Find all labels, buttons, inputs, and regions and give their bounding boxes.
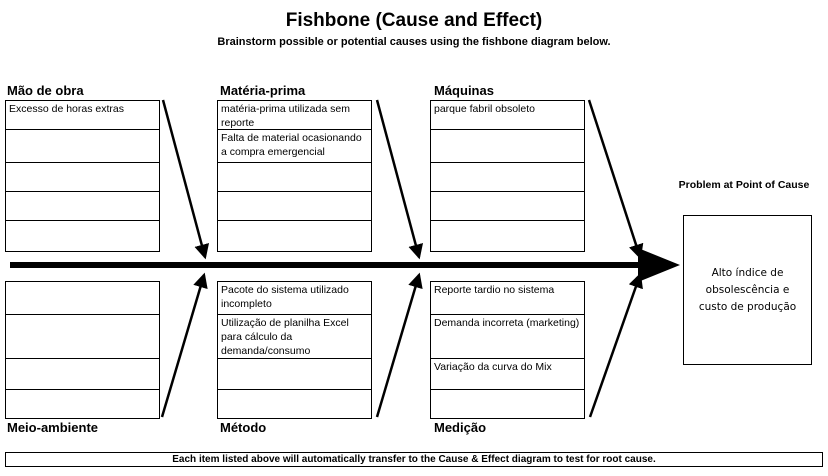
cause-cell[interactable] (431, 163, 584, 192)
cause-cell[interactable]: Utilização de planilha Excel para cálculo da demanda/consumo (218, 315, 371, 359)
cause-cell[interactable] (6, 163, 159, 192)
cause-cell[interactable] (218, 192, 371, 221)
cause-cell[interactable] (6, 359, 159, 390)
cause-cell[interactable] (218, 221, 371, 251)
category-label-medicao: Medição (434, 420, 487, 435)
bone-metodo (377, 275, 419, 417)
spine-arrowhead (638, 248, 680, 282)
bone-maquinas (589, 100, 640, 257)
cause-cell[interactable] (6, 221, 159, 251)
cause-cell[interactable] (431, 192, 584, 221)
cause-cell[interactable]: matéria-prima utilizada sem reporte (218, 101, 371, 130)
footer-note: Each item listed above will automatically transfer to the Cause & Effect diagram to test for root cause. (5, 452, 823, 467)
cause-cell[interactable] (6, 192, 159, 221)
category-label-mao-de-obra: Mão de obra (7, 83, 84, 98)
cause-box-meio-ambiente (5, 281, 160, 419)
cause-cell[interactable]: Reporte tardio no sistema (431, 282, 584, 315)
cause-cell[interactable] (431, 221, 584, 251)
cause-cell[interactable]: Demanda incorreta (marketing) (431, 315, 584, 359)
category-label-maquinas: Máquinas (434, 83, 494, 98)
category-label-metodo: Método (220, 420, 267, 435)
cause-box-metodo (217, 281, 372, 419)
cause-box-medicao (430, 281, 585, 419)
cause-cell[interactable] (431, 390, 584, 418)
cause-cell[interactable]: Excesso de horas extras (6, 101, 159, 130)
cause-cell[interactable] (6, 315, 159, 359)
diagram-title: Fishbone (Cause and Effect) (285, 10, 543, 31)
cause-cell[interactable] (6, 130, 159, 163)
category-label-meio-ambiente: Meio-ambiente (7, 420, 99, 435)
cause-cell[interactable] (218, 163, 371, 192)
problem-label: Problem at Point of Cause (678, 179, 810, 191)
bone-medicao (590, 275, 640, 417)
problem-box[interactable] (683, 215, 812, 365)
cause-box-materia-prima (217, 100, 372, 252)
cause-box-mao-de-obra (5, 100, 160, 252)
bone-mao-de-obra (163, 100, 205, 257)
cause-cell[interactable] (431, 130, 584, 163)
bone-materia-prima (377, 100, 419, 257)
diagram-subtitle: Brainstorm possible or potential causes using the fishbone diagram below. (217, 36, 611, 48)
cause-box-maquinas (430, 100, 585, 252)
bone-meio-ambiente (162, 275, 204, 417)
cause-cell[interactable] (218, 390, 371, 418)
cause-cell[interactable]: Variação da curva do Mix (431, 359, 584, 390)
category-label-materia-prima: Matéria-prima (220, 83, 306, 98)
cause-cell[interactable] (218, 359, 371, 390)
problem-text: Alto índice de obsolescência e custo de produção (698, 266, 797, 313)
cause-cell[interactable]: Pacote do sistema utilizado incompleto (218, 282, 371, 315)
cause-cell[interactable] (6, 390, 159, 418)
cause-cell[interactable]: parque fabril obsoleto (431, 101, 584, 130)
cause-cell[interactable]: Falta de material ocasionando a compra emergencial (218, 130, 371, 163)
cause-cell[interactable] (6, 282, 159, 315)
